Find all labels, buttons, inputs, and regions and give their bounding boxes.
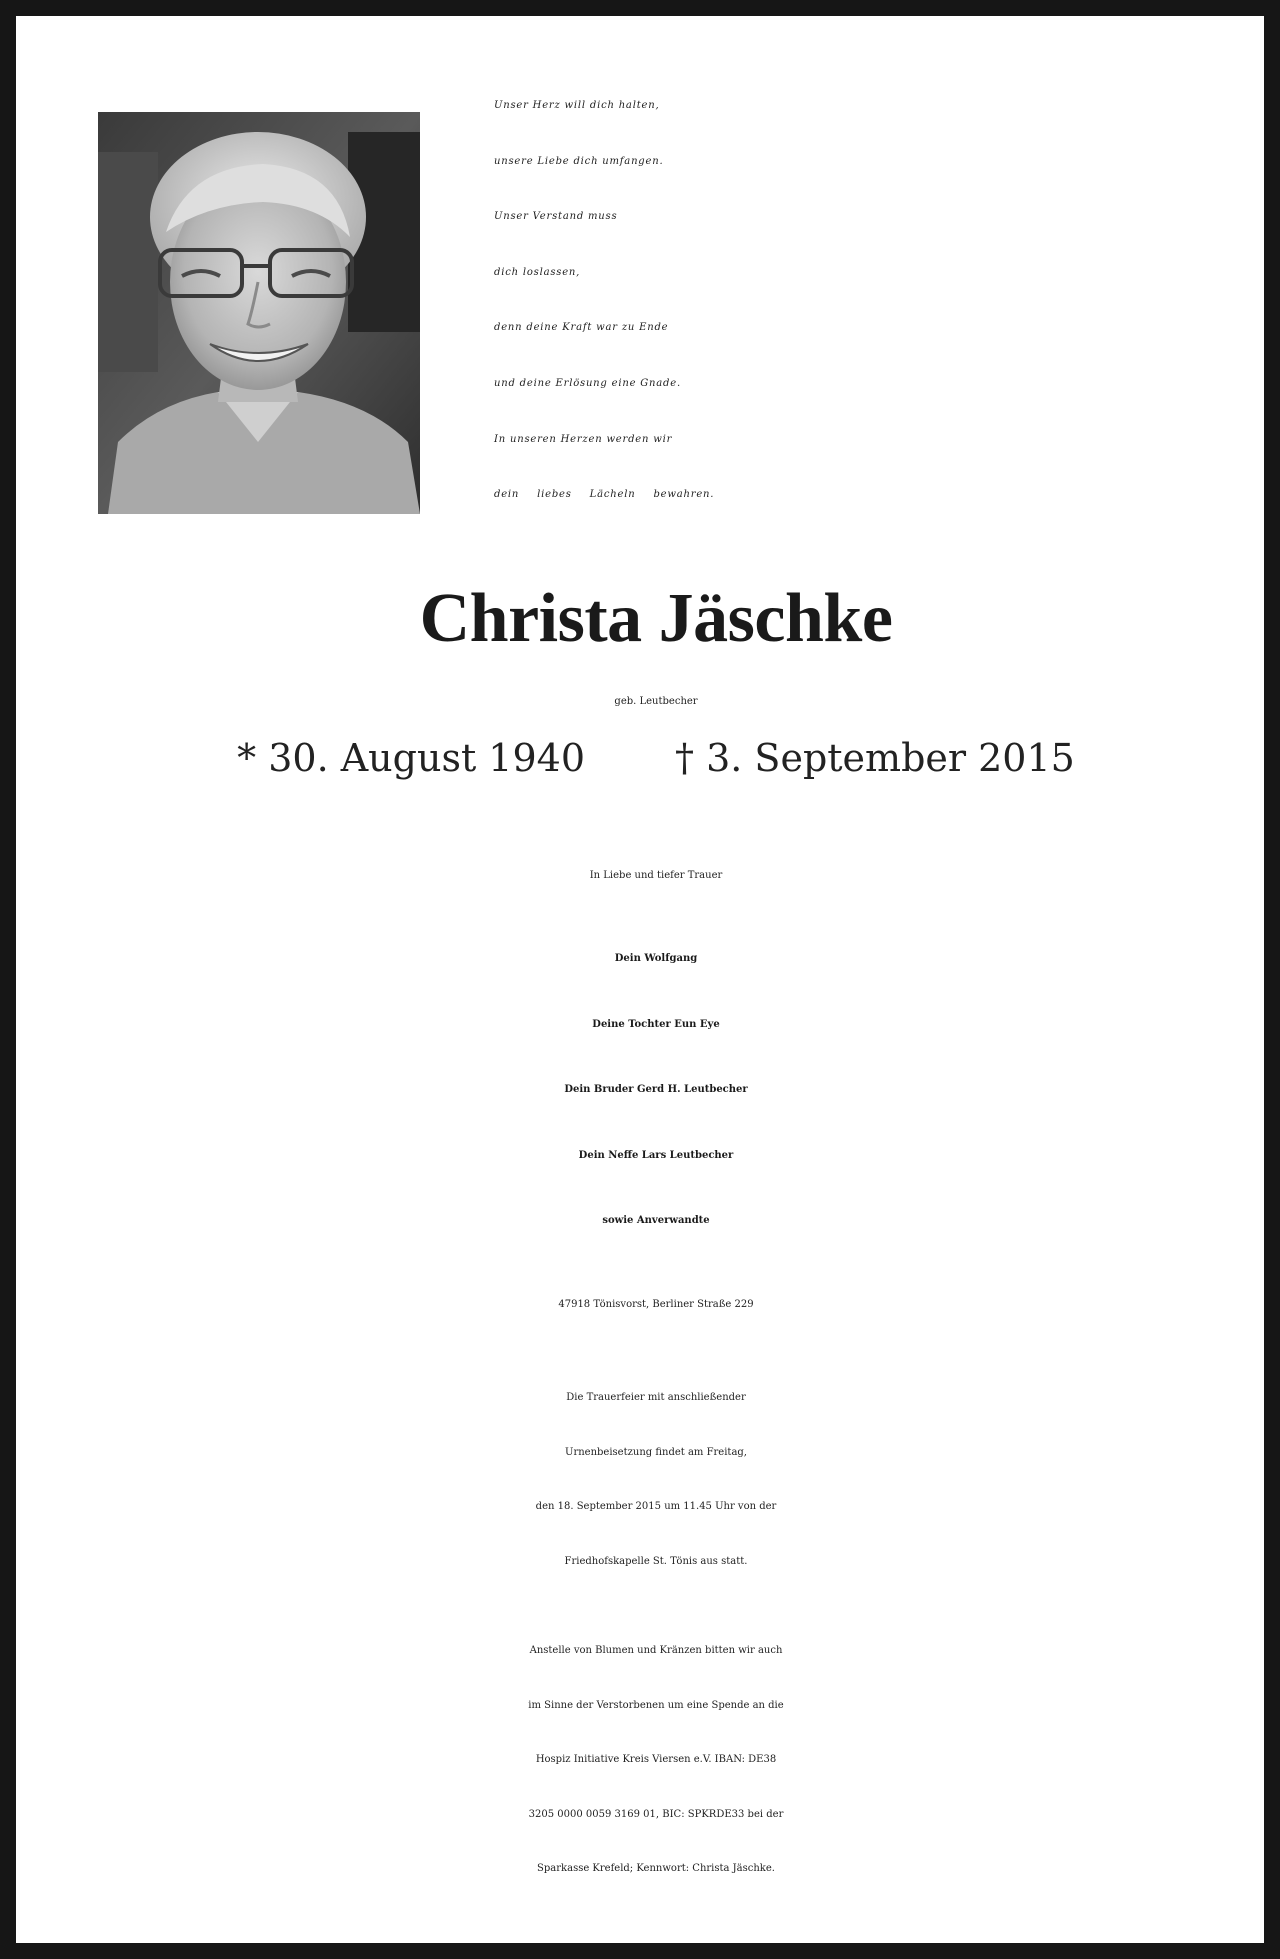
- donation-line: Sparkasse Krefeld; Kennwort: Christa Jäschke.: [537, 1863, 775, 1874]
- ceremony-line: Friedhofskapelle St. Tönis aus statt.: [564, 1555, 748, 1567]
- family-member: Dein Wolfgang: [614, 953, 698, 964]
- poem-line: denn deine Kraft war zu Ende: [494, 322, 669, 334]
- poem-line: und deine Erlösung eine Gnade.: [494, 377, 681, 389]
- poem-line: dein liebes Lächeln bewahren.: [494, 489, 715, 501]
- deceased-name: Christa Jäschke: [419, 580, 893, 657]
- birth-date: * 30. August 1940: [237, 736, 586, 780]
- address: 47918 Tönisvorst, Berliner Straße 229: [558, 1299, 754, 1310]
- donation-line: Hospiz Initiative Kreis Viersen e.V. IBAN: DE38: [535, 1754, 777, 1765]
- poem-line: unsere Liebe dich umfangen.: [494, 155, 664, 167]
- mourning-line: In Liebe und tiefer Trauer: [589, 870, 723, 881]
- poem-line: Unser Verstand muss: [494, 211, 618, 223]
- poem-line: Unser Herz will dich halten,: [494, 100, 660, 111]
- portrait-photo: [98, 112, 420, 514]
- donation-line: 3205 0000 0059 3169 01, BIC: SPKRDE33 bei der: [528, 1808, 784, 1820]
- ceremony-line: den 18. September 2015 um 11.45 Uhr von der: [535, 1501, 777, 1512]
- donation-line: im Sinne der Verstorbenen um eine Spende an die: [528, 1699, 784, 1711]
- family-member: Dein Bruder Gerd H. Leutbecher: [564, 1084, 748, 1095]
- ceremony-notice: [16, 1371, 1280, 1589]
- death-date: † 3. September 2015: [675, 736, 1075, 780]
- family-member: Dein Neffe Lars Leutbecher: [578, 1149, 734, 1161]
- ceremony-line: Die Trauerfeier mit anschließender: [566, 1392, 746, 1403]
- poem-line: In unseren Herzen werden wir: [494, 433, 673, 445]
- poem-line: dich loslassen,: [494, 266, 581, 278]
- poem: [494, 78, 1234, 523]
- family-list: [16, 926, 1280, 1254]
- family-member: sowie Anverwandte: [602, 1215, 710, 1226]
- family-member: Deine Tochter Eun Eye: [592, 1018, 720, 1030]
- life-dates: [16, 734, 1280, 782]
- donation-notice: [16, 1624, 1280, 1897]
- ceremony-line: Urnenbeisetzung findet am Freitag,: [565, 1446, 747, 1458]
- donation-line: Anstelle von Blumen und Kränzen bitten wir auch: [529, 1645, 783, 1656]
- maiden-name: geb. Leutbecher: [614, 696, 698, 707]
